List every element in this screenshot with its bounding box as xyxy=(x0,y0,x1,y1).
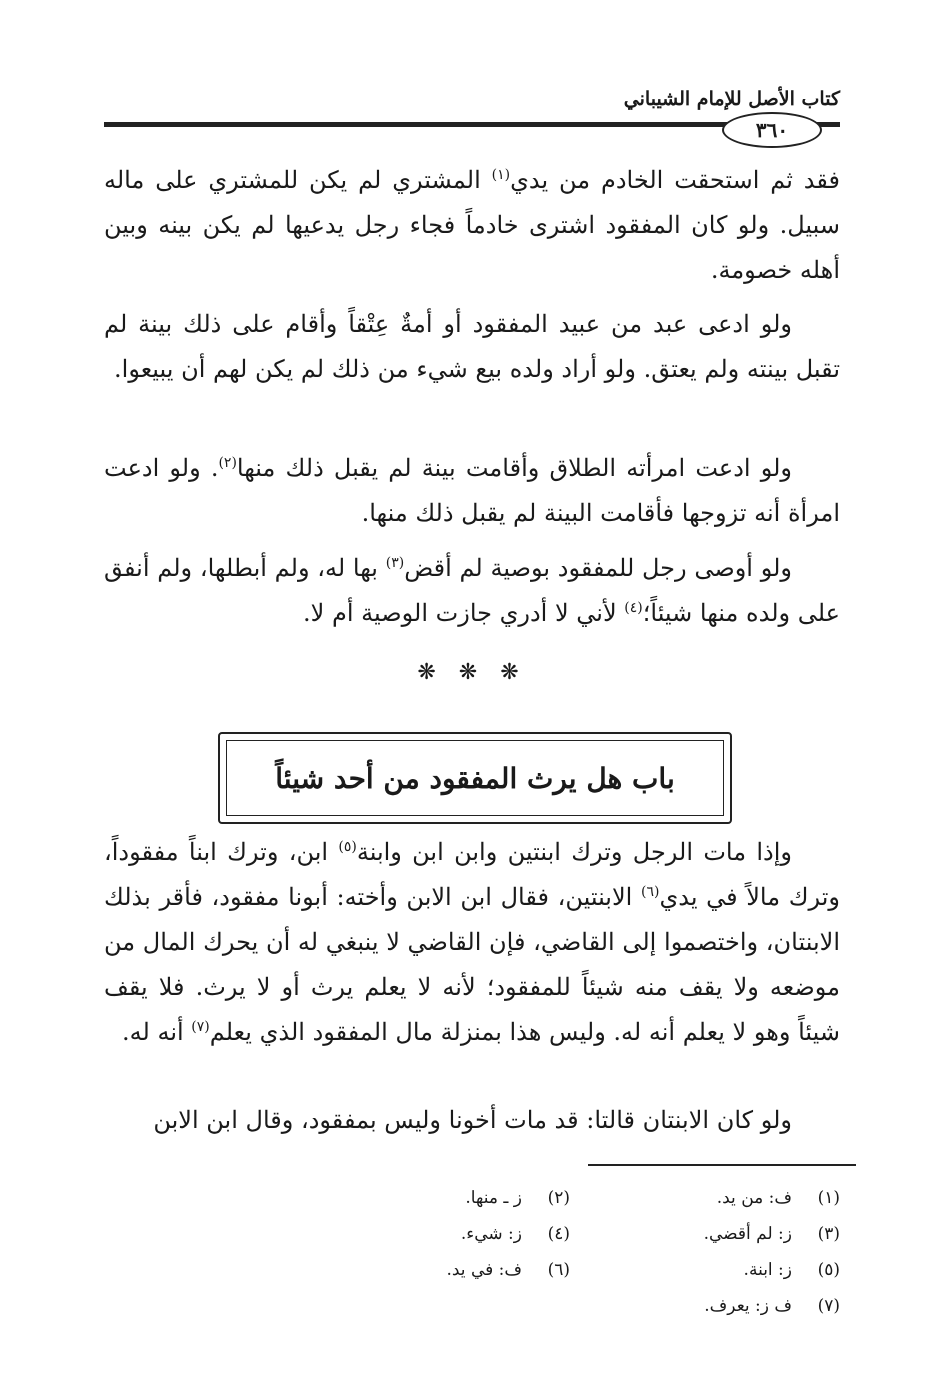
footnote xyxy=(570,1260,840,1280)
footnote xyxy=(570,1188,840,1208)
footnote-text: ز: لم أقضي. xyxy=(703,1224,792,1244)
footnote-row xyxy=(300,1216,840,1252)
paragraph-text: بها له، ولم أبطلها، ولم أنفق على ولده منها شيئاً؛ xyxy=(104,554,840,627)
footnote-ref: (٣) xyxy=(385,555,405,571)
paragraph-5 xyxy=(104,830,840,1055)
footnote-ref: (١) xyxy=(491,167,511,183)
footnote-ref: (٦) xyxy=(640,884,660,900)
footnote-row xyxy=(300,1252,840,1288)
paragraph-6 xyxy=(104,1098,840,1143)
footnote xyxy=(300,1224,570,1244)
footnote-number: (٣) xyxy=(817,1224,840,1244)
chapter-title: باب هل يرث المفقود من أحد شيئاً xyxy=(226,740,724,816)
footnote xyxy=(300,1260,570,1280)
footnote-number: (١) xyxy=(817,1188,840,1208)
footnote-text: ز ـ منها. xyxy=(465,1188,522,1208)
paragraph-text: وإذا مات الرجل وترك ابنتين وابن ابن وابنة xyxy=(356,838,792,866)
paragraph-text: ولو ادعت امرأته الطلاق وأقامت بينة لم يقبل ذلك منها xyxy=(236,454,792,482)
chapter-title-frame xyxy=(218,732,732,824)
footnote-number: (٤) xyxy=(547,1224,570,1244)
paragraph-text: الابنتين، فقال ابن الابن وأخته: أبونا مفقود، فأقر بذلك الابنتان، واختصموا إلى القاضي، فإن القاضي لا ينبغي له أن يحرك المال من موضعه ولا يقف منه شيئاً للمفقود؛ لأنه لا يعلم يرث أو لا يرث. فلا يقف شيئاً وهو لا يعلم أنه له. وليس هذا بمنزلة مال المفقود الذي يعلم xyxy=(104,883,840,1046)
footnote xyxy=(500,1296,840,1316)
footnote-ref: (٥) xyxy=(338,839,357,855)
footnote-row xyxy=(300,1180,840,1216)
footnote xyxy=(300,1188,570,1208)
footnote-ref: (٧) xyxy=(191,1019,210,1035)
footnote-number: (٢) xyxy=(547,1188,570,1208)
page-number: ٣٦٠ xyxy=(722,112,822,148)
paragraph-text: . ولو ادعت امرأة أنه تزوجها فأقامت البينة لم يقبل ذلك منها. xyxy=(104,454,840,527)
footnote-text: ز: شيء. xyxy=(460,1224,522,1244)
paragraph-text: ولو أوصى رجل للمفقود بوصية لم أقض xyxy=(404,554,792,582)
footnote-number: (٥) xyxy=(817,1260,840,1280)
footnote-text: ف: من يد. xyxy=(716,1188,792,1208)
paragraph-text: فقد ثم استحقت الخادم من يدي xyxy=(510,166,840,194)
footnote-row xyxy=(300,1288,840,1324)
paragraph-text: ابن، وترك ابناً مفقوداً، وترك مالاً في يدي xyxy=(104,838,840,911)
paragraph-4 xyxy=(104,546,840,636)
footnote-text: ف: في يد. xyxy=(446,1260,522,1280)
footnote-ref: (٤) xyxy=(624,600,643,616)
paragraph-text: ولو كان الابنتان قالتا: قد مات أخونا وليس بمفقود، وقال ابن الابن xyxy=(153,1106,792,1134)
footnote xyxy=(570,1224,840,1244)
paragraph-3 xyxy=(104,446,840,536)
paragraph-1 xyxy=(104,158,840,293)
paragraph-text: المشتري لم يكن للمشتري على ماله سبيل. ولو كان المفقود اشترى خادماً فجاء رجل يدعيها لم يكن بينه وبين أهله خصومة. xyxy=(104,166,840,284)
paragraph-text: ولو ادعى عبد من عبيد المفقود أو أمةٌ عِتْقاً وأقام على ذلك بينة لم تقبل بينته ولم يعتق. ولو أراد ولده بيع شيء من ذلك لم يكن لهم أن يبيعوا. xyxy=(104,310,840,383)
paragraph-text: أنه له. xyxy=(122,1018,192,1046)
paragraph-2 xyxy=(104,302,840,392)
footnote-number: (٦) xyxy=(547,1260,570,1280)
footnote-text: ف ز: يعرف. xyxy=(704,1296,792,1316)
footnotes xyxy=(300,1180,840,1324)
footnote-rule xyxy=(588,1164,856,1166)
running-header-title: كتاب الأصل للإمام الشيباني xyxy=(623,88,840,110)
footnote-ref: (٢) xyxy=(218,455,237,471)
paragraph-text: لأني لا أدري جازت الوصية أم لا. xyxy=(303,599,625,627)
footnote-text: ز: ابنة. xyxy=(743,1260,792,1280)
section-separator: ❋ ❋ ❋ xyxy=(417,660,527,685)
footnote-number: (٧) xyxy=(817,1296,840,1316)
